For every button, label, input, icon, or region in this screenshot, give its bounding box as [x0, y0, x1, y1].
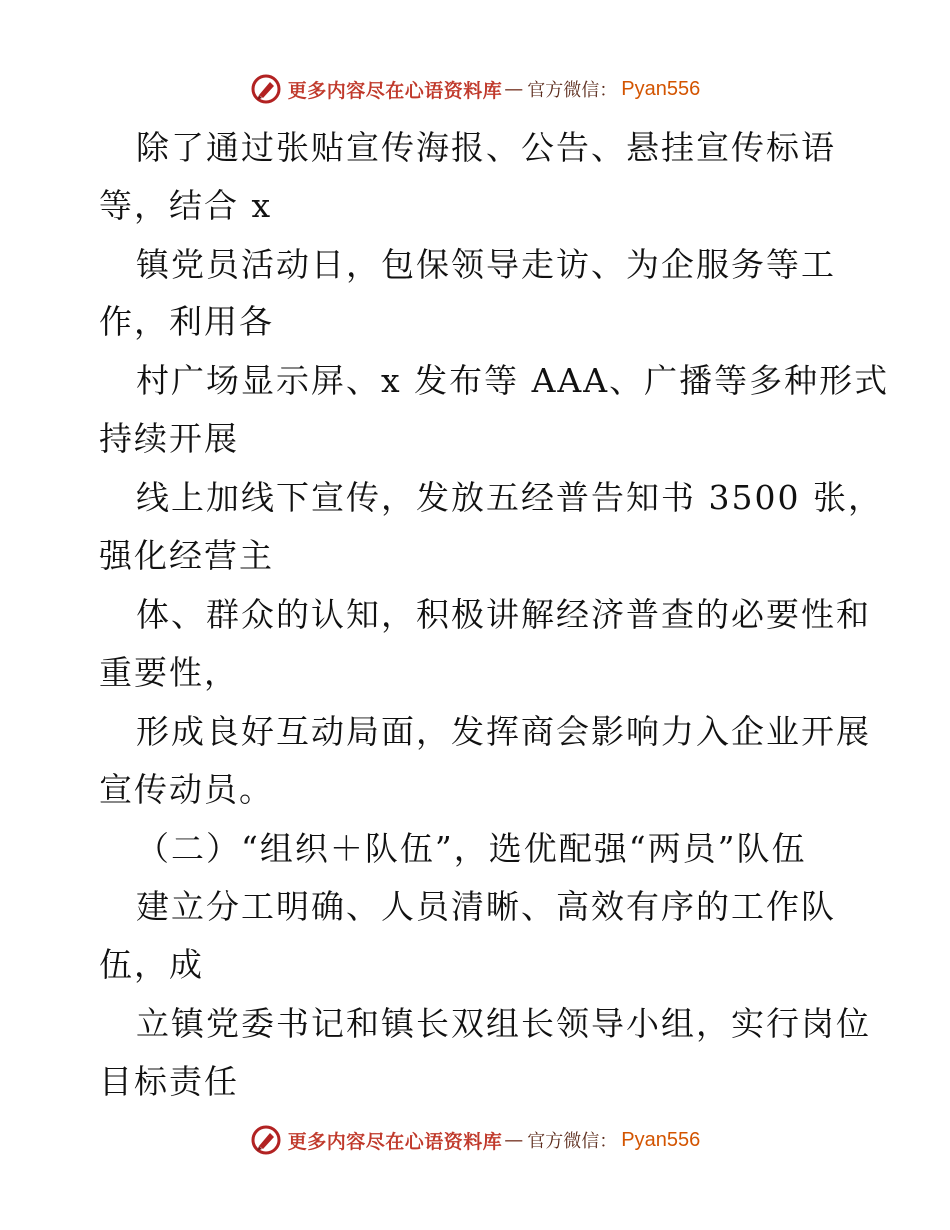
section-heading: （二）“组织＋队伍”，选优配强“两员”队伍 [136, 829, 807, 868]
body-line: 等，结合 x [99, 186, 273, 225]
body-line: 持续开展 [99, 419, 239, 458]
body-line: 镇党员活动日，包保领导走访、为企服务等工 [136, 245, 836, 284]
body-line: 线上加线下宣传，发放五经普告知书 3500 张， [136, 478, 883, 517]
watermark-separator: — [504, 1129, 524, 1151]
body-line: 立镇党委书记和镇长双组长领导小组，实行岗位 [136, 1004, 871, 1043]
watermark-id: Pyan556 [621, 1128, 701, 1151]
body-line: 建立分工明确、人员清晰、高效有序的工作队 [136, 887, 836, 926]
body-line: 宣传动员。 [99, 770, 274, 809]
body-line: 目标责任 [99, 1062, 239, 1101]
watermark-label: 官方微信： [527, 80, 618, 101]
body-line: 体、群众的认知，积极讲解经济普查的必要性和 [136, 595, 871, 634]
body-line: 伍，成 [99, 945, 204, 984]
body-line: 村广场显示屏、x 发布等 AAA、广播等多种形式 [136, 361, 890, 400]
watermark-footer [0, 1122, 950, 1158]
body-line: 作，利用各 [99, 302, 274, 341]
watermark-text: 更多内容尽在心语资料库 [287, 79, 503, 102]
watermark-text: 更多内容尽在心语资料库 [287, 1130, 503, 1153]
watermark-header [0, 71, 950, 107]
watermark-id: Pyan556 [621, 77, 701, 100]
body-line: 形成良好互动局面，发挥商会影响力入企业开展 [136, 712, 871, 751]
body-line: 除了通过张贴宣传海报、公告、悬挂宣传标语 [136, 128, 836, 167]
pen-logo-icon [250, 73, 282, 105]
watermark-label: 官方微信： [527, 1131, 618, 1152]
body-line: 重要性， [99, 653, 239, 692]
pen-logo-icon [250, 1124, 282, 1156]
watermark-separator: — [504, 78, 524, 100]
body-line: 强化经营主 [99, 536, 274, 575]
